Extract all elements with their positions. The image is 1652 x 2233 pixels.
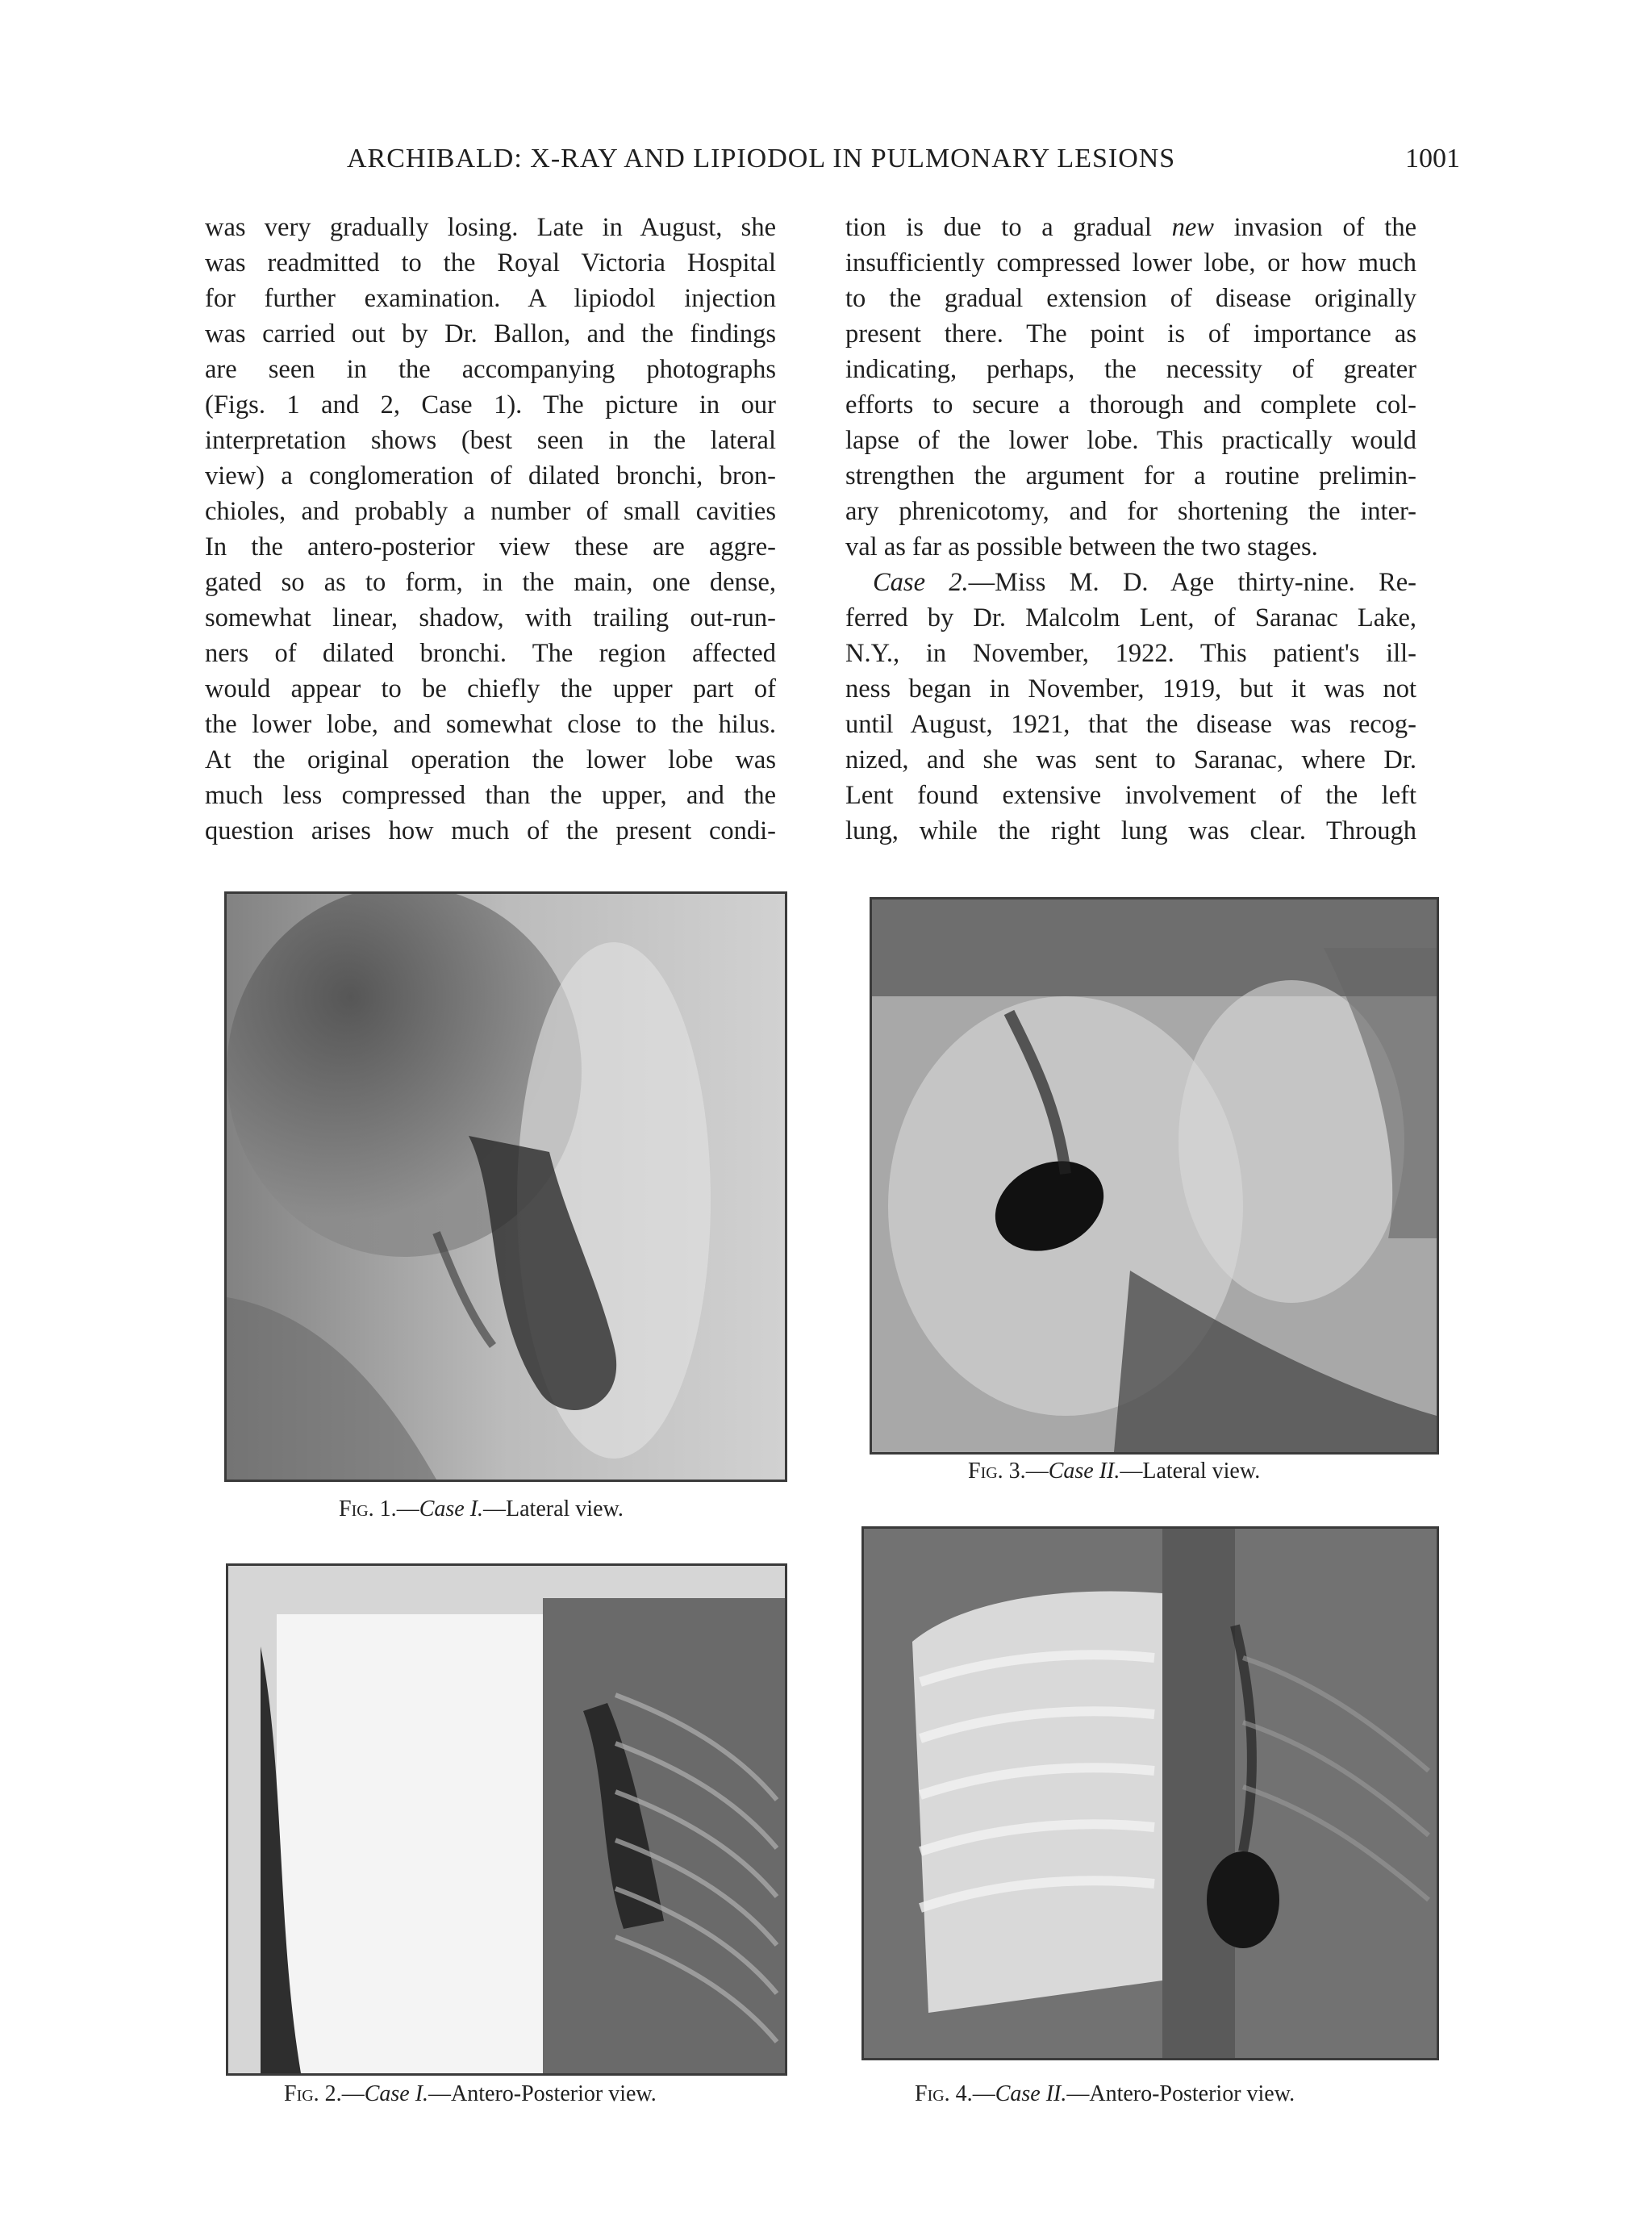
body-line: was carried out by Dr. Ballon, and the findings	[205, 319, 776, 349]
figure-label: Fig. 1.	[339, 1496, 397, 1521]
left-column	[205, 210, 776, 849]
caption-dash: —	[1120, 1459, 1143, 1484]
view-name: Antero-Posterior view.	[1089, 2081, 1295, 2106]
caption-dash: —	[1025, 1459, 1049, 1484]
body-line: ferred by Dr. Malcolm Lent, of Saranac Lake,	[845, 603, 1416, 632]
figure-4-caption	[915, 2081, 1295, 2107]
view-name: Antero-Posterior view.	[451, 2081, 657, 2106]
body-line: present there. The point is of importance as	[845, 319, 1416, 349]
figure-1-xray	[224, 891, 787, 1482]
emphasis-word: new	[1171, 213, 1214, 242]
page-number: 1001	[1405, 144, 1460, 173]
body-line: In the antero-posterior view these are aggre-	[205, 532, 776, 561]
body-line: was very gradually losing. Late in August, she	[205, 213, 776, 242]
figure-3-caption	[968, 1459, 1260, 1484]
figure-1-caption	[339, 1496, 624, 1522]
xray-ap-image	[228, 1566, 785, 2073]
view-name: Lateral view.	[506, 1496, 624, 1521]
case-heading-line	[845, 565, 1416, 600]
text-run: —Miss M. D. Age thirty-nine. Re-	[968, 568, 1416, 597]
case-name: Case II.	[995, 2081, 1067, 2106]
body-line: to the gradual extension of disease originally	[845, 284, 1416, 313]
text-run: tion is due to a gradual	[845, 213, 1172, 242]
body-line: lapse of the lower lobe. This practically would	[845, 426, 1416, 455]
case-name: Case I.	[419, 1496, 484, 1521]
xray-ap-image	[864, 1529, 1437, 2058]
caption-dash: —	[1066, 2081, 1090, 2106]
body-line: val as far as possible between the two stages.	[845, 532, 1318, 561]
figure-4-xray	[861, 1526, 1439, 2060]
figure-label: Fig. 3.	[968, 1459, 1026, 1484]
body-line: question arises how much of the present condi-	[205, 816, 776, 845]
body-line: indicating, perhaps, the necessity of greater	[845, 355, 1416, 384]
caption-dash: —	[341, 2081, 365, 2106]
body-line: was readmitted to the Royal Victoria Hospital	[205, 248, 776, 278]
xray-lateral-image	[872, 899, 1437, 1452]
figure-2-xray	[226, 1563, 787, 2076]
body-line: (Figs. 1 and 2, Case 1). The picture in our	[205, 390, 776, 419]
body-line: view) a conglomeration of dilated bronchi, bron-	[205, 461, 776, 490]
caption-dash: —	[483, 1496, 507, 1521]
body-line: much less compressed than the upper, and the	[205, 781, 776, 810]
view-name: Lateral view.	[1142, 1459, 1261, 1484]
case-heading: Case 2.	[873, 568, 969, 597]
body-line-emphasis	[845, 210, 1416, 245]
caption-dash: —	[972, 2081, 995, 2106]
figure-label: Fig. 2.	[284, 2081, 342, 2106]
caption-dash: —	[428, 2081, 452, 2106]
body-line: ary phrenicotomy, and for shortening the inter-	[845, 497, 1416, 526]
body-line: chioles, and probably a number of small cavities	[205, 497, 776, 526]
body-line: ness began in November, 1919, but it was not	[845, 674, 1416, 703]
body-line: until August, 1921, that the disease was recog-	[845, 710, 1416, 739]
body-line: ners of dilated bronchi. The region affected	[205, 639, 776, 668]
running-title: ARCHIBALD: X-RAY AND LIPIODOL IN PULMONARY LESIONS	[347, 144, 1176, 173]
body-line: gated so as to form, in the main, one dense,	[205, 568, 776, 597]
body-line: somewhat linear, shadow, with trailing out-run-	[205, 603, 776, 632]
body-line: efforts to secure a thorough and complete col-	[845, 390, 1416, 419]
body-line: lung, while the right lung was clear. Through	[845, 816, 1416, 845]
body-line: N.Y., in November, 1922. This patient's ill-	[845, 639, 1416, 668]
body-line: are seen in the accompanying photographs	[205, 355, 776, 384]
body-line: At the original operation the lower lobe was	[205, 745, 776, 774]
text-run: invasion of the	[1213, 213, 1416, 242]
figure-3-xray	[870, 897, 1439, 1455]
body-line: would appear to be chiefly the upper part of	[205, 674, 776, 703]
caption-dash: —	[396, 1496, 419, 1521]
body-line: the lower lobe, and somewhat close to the hilus.	[205, 710, 776, 739]
running-head	[202, 144, 1460, 184]
body-line: interpretation shows (best seen in the lateral	[205, 426, 776, 455]
case-name: Case I.	[364, 2081, 429, 2106]
figure-label: Fig. 4.	[915, 2081, 973, 2106]
body-line: insufficiently compressed lower lobe, or how much	[845, 248, 1416, 278]
body-line: for further examination. A lipiodol injection	[205, 284, 776, 313]
body-line: strengthen the argument for a routine prelimin-	[845, 461, 1416, 490]
right-column	[845, 210, 1416, 849]
body-line: Lent found extensive involvement of the left	[845, 781, 1416, 810]
body-line: nized, and she was sent to Saranac, where Dr.	[845, 745, 1416, 774]
case-name: Case II.	[1048, 1459, 1120, 1484]
xray-lateral-image	[227, 894, 785, 1480]
figure-2-caption	[284, 2081, 657, 2107]
